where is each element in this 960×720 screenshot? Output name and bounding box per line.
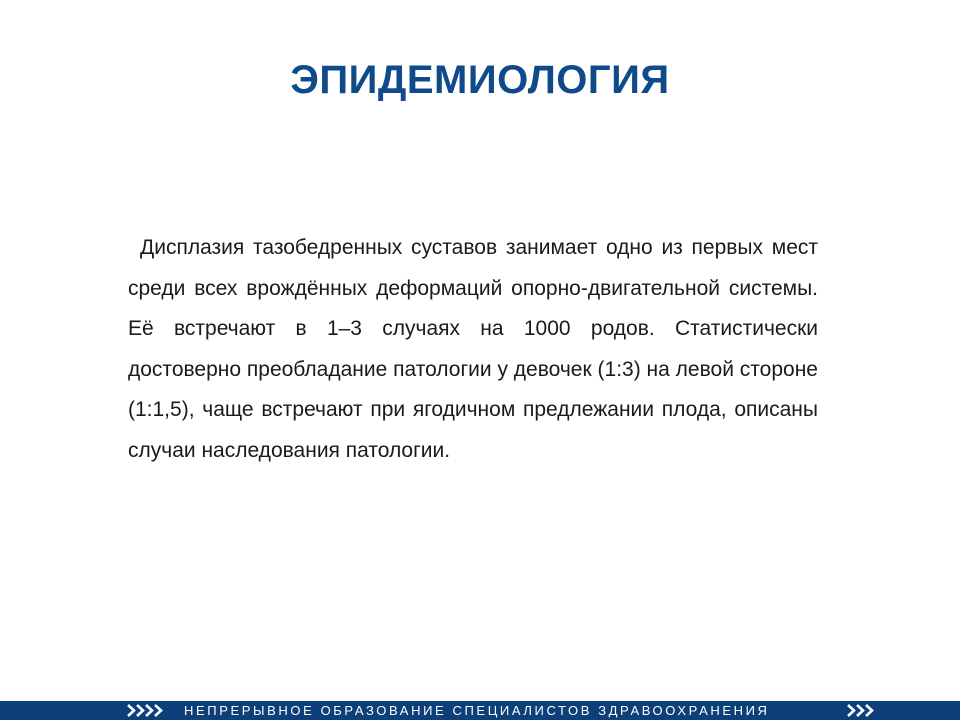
slide-title: ЭПИДЕМИОЛОГИЯ bbox=[290, 58, 670, 102]
double-chevron-right-icon bbox=[127, 701, 167, 720]
double-chevron-right-icon bbox=[847, 701, 877, 720]
footer-caption: НЕПРЕРЫВНОЕ ОБРАЗОВАНИЕ СПЕЦИАЛИСТОВ ЗДРАВООХРАНЕНИЯ bbox=[184, 703, 770, 718]
body-paragraph: Дисплазия тазобедренных суставов занимает одно из первых мест среди всех врождённых деформаций опорно-двигательной системы. Её встречают в 1–3 случаях на 1000 родов. Статистически достоверно преобладание патологии у девочек (1:3) на левой стороне (1:1,5), чаще встречают при ягодичном предлежании плода, описаны случаи наследования патологии. bbox=[128, 236, 818, 462]
footer-bar bbox=[0, 701, 960, 720]
